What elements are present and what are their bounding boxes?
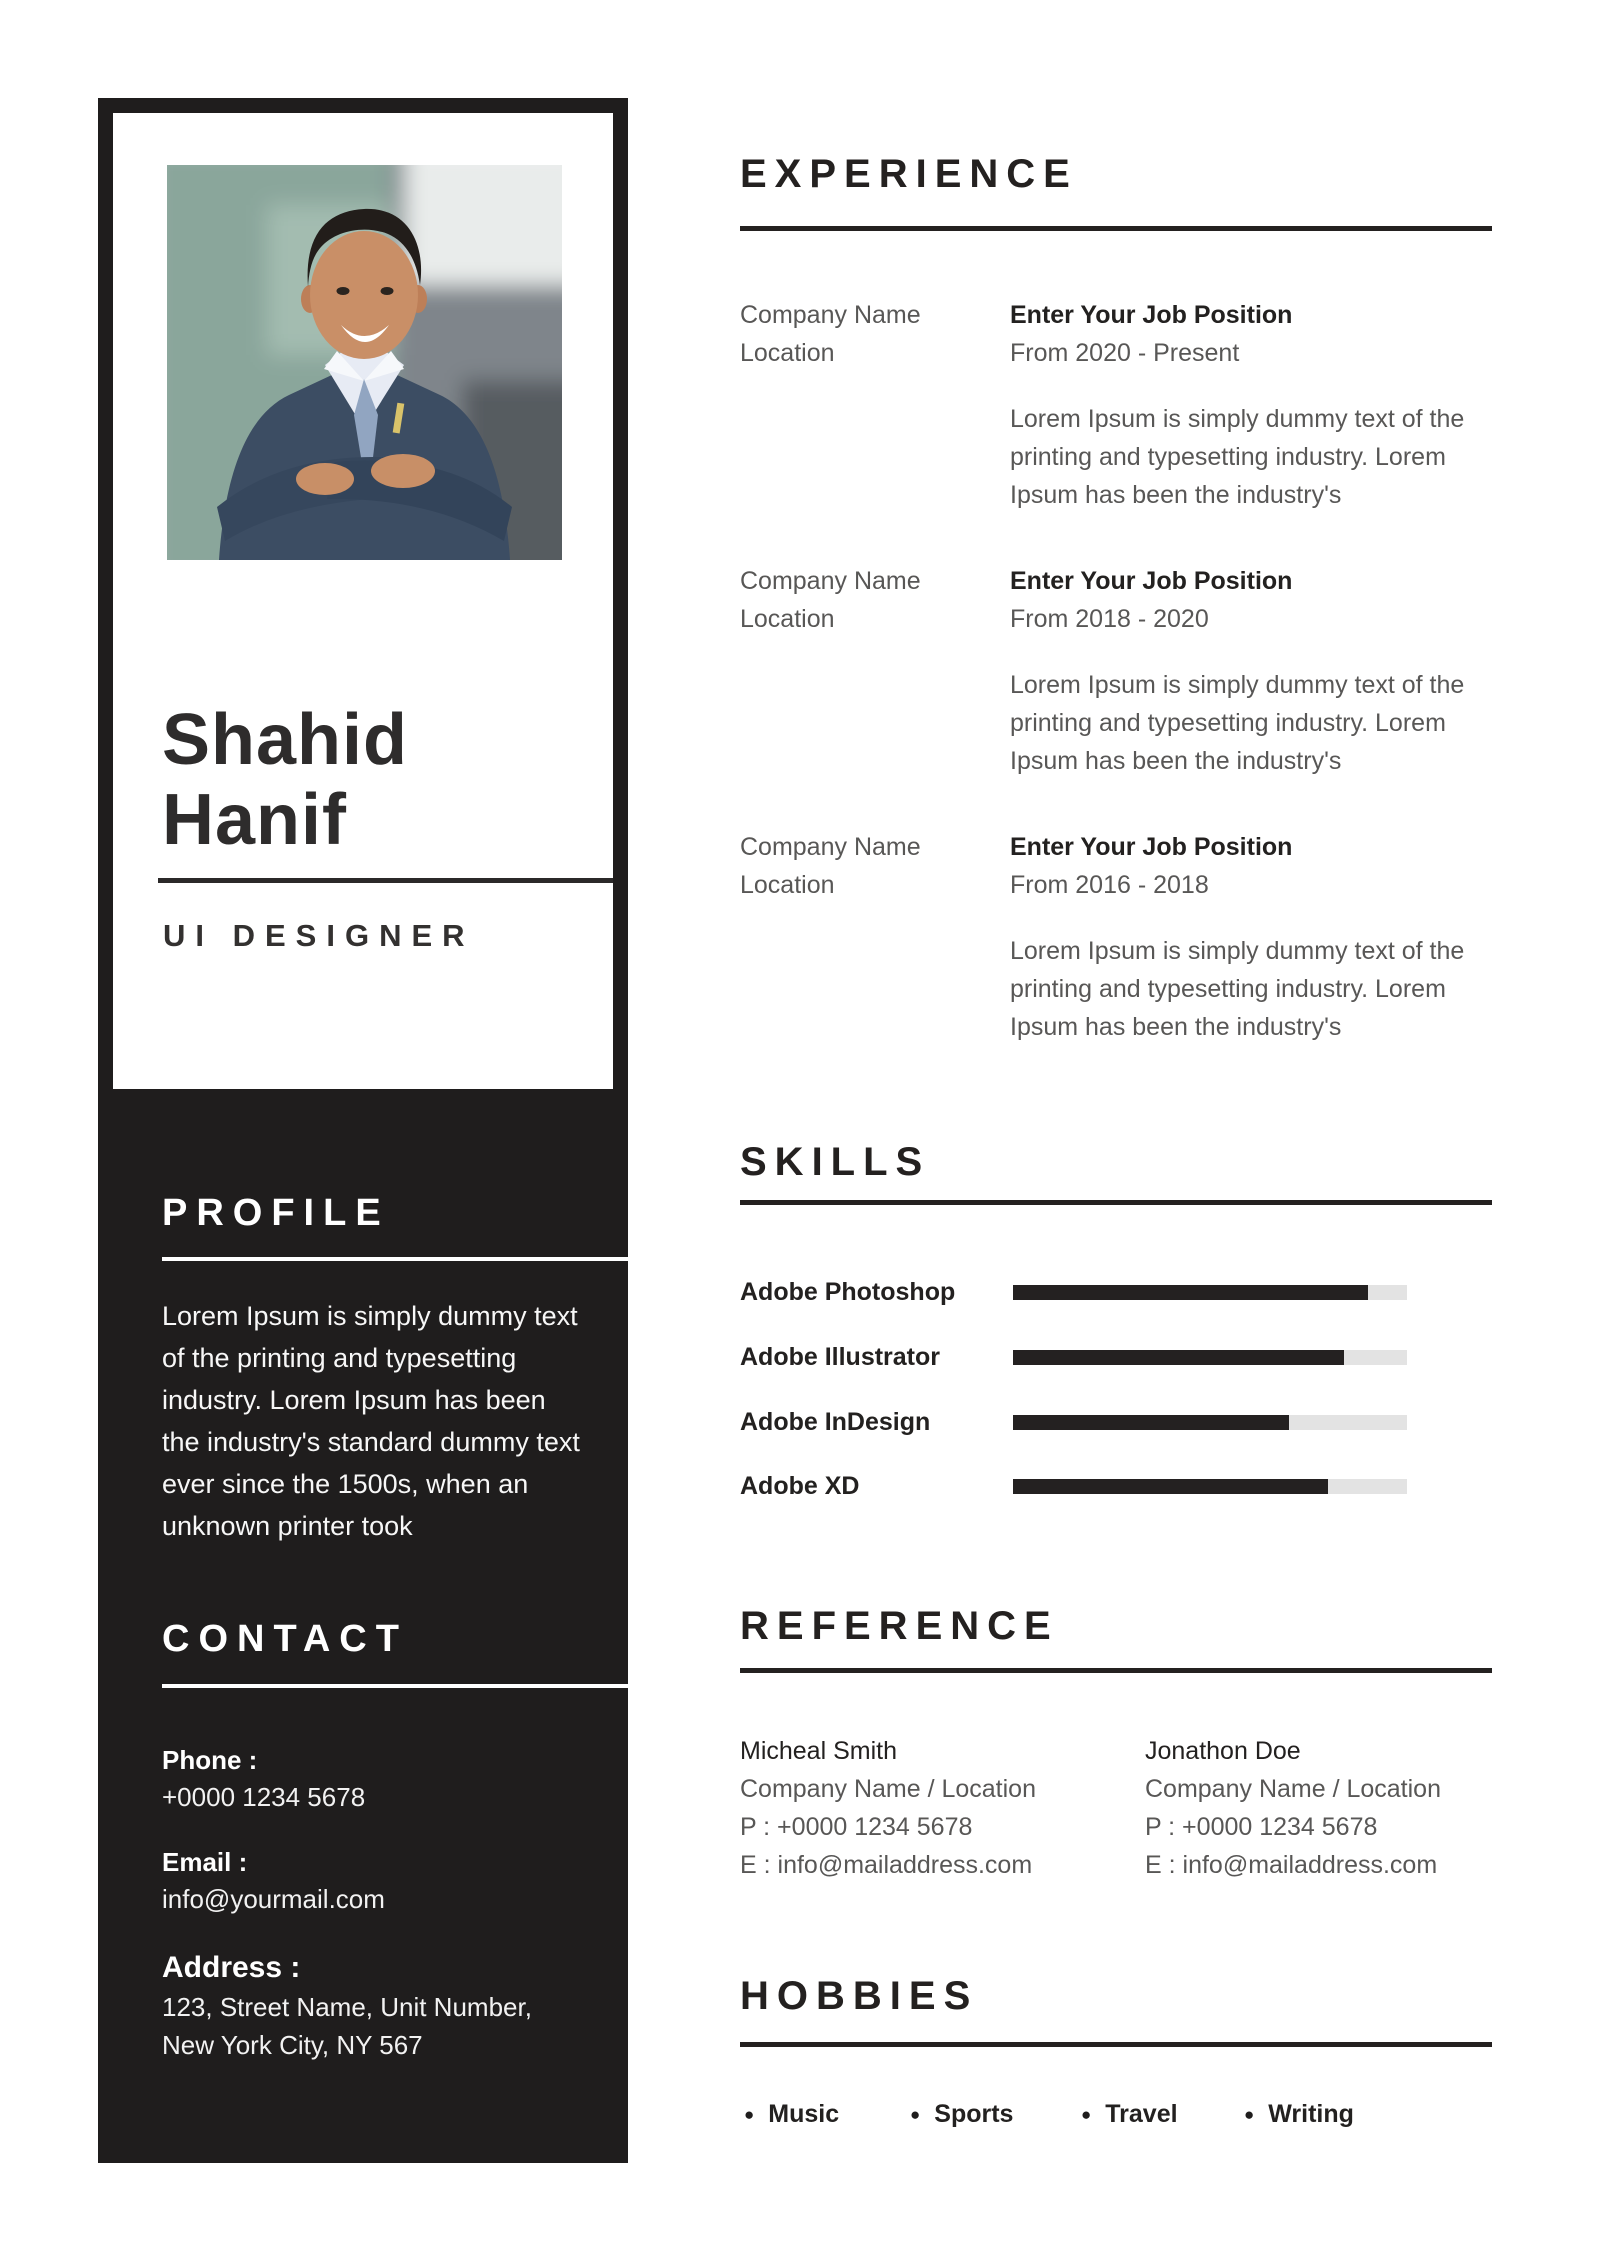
company-name: Company Name (740, 301, 921, 329)
hobby-item (1244, 2100, 1354, 2129)
experience-entry (740, 828, 1492, 1046)
email-value: info@yourmail.com (162, 1884, 385, 1914)
hobbies-rule (740, 2042, 1492, 2047)
reference-company: Company Name / Location (1145, 1775, 1441, 1803)
skill-name: Adobe Photoshop (740, 1278, 956, 1306)
reference-phone: P : +0000 1234 5678 (1145, 1813, 1378, 1841)
skills-heading: SKILLS (740, 1140, 931, 1184)
experience-rule (740, 226, 1492, 231)
address-line2: New York City, NY 567 (162, 2030, 423, 2060)
job-position: Enter Your Job Position (1010, 301, 1293, 329)
reference-person (740, 1732, 1145, 1884)
experience-entry (740, 296, 1492, 514)
skills-rule (740, 1200, 1492, 1205)
company-location: Location (740, 605, 835, 633)
bullet-icon: ● (1244, 2105, 1255, 2124)
profile-photo (167, 165, 562, 560)
skill-bar (1013, 1350, 1407, 1365)
bullet-icon: ● (910, 2105, 921, 2124)
person-name (162, 700, 602, 860)
hobby-item (1081, 2100, 1178, 2129)
skill-row (740, 1272, 1492, 1312)
skill-row (740, 1402, 1492, 1442)
profile-rule (162, 1257, 628, 1261)
skill-name: Adobe InDesign (740, 1408, 931, 1436)
reference-rule (740, 1668, 1492, 1673)
skill-fill (1013, 1479, 1328, 1494)
hobby-label: Music (768, 2100, 840, 2128)
experience-entry (740, 562, 1492, 780)
portrait-illustration (167, 165, 562, 560)
contact-phone-group (162, 1742, 365, 1816)
job-position: Enter Your Job Position (1010, 567, 1293, 595)
reference-email: E : info@mailaddress.com (740, 1851, 1033, 1879)
reference-name: Micheal Smith (740, 1737, 897, 1765)
hobbies-heading: HOBBIES (740, 1974, 979, 2018)
skill-name: Adobe Illustrator (740, 1343, 941, 1371)
profile-text: Lorem Ipsum is simply dummy text of the printing and typesetting industry. Lorem Ipsum has been the industry's standard dummy text ever since the 1500s, when an unknown printer took (162, 1301, 580, 1541)
bullet-icon: ● (1081, 2105, 1092, 2124)
skill-bar (1013, 1285, 1407, 1300)
company-location: Location (740, 871, 835, 899)
reference-name: Jonathon Doe (1145, 1737, 1301, 1765)
skill-name: Adobe XD (740, 1472, 860, 1500)
email-label: Email : (162, 1847, 248, 1877)
phone-value: +0000 1234 5678 (162, 1782, 366, 1812)
reference-phone: P : +0000 1234 5678 (740, 1813, 973, 1841)
hobby-item (744, 2100, 839, 2129)
hobby-label: Travel (1105, 2100, 1178, 2128)
skill-bar (1013, 1479, 1407, 1494)
hobby-label: Writing (1268, 2100, 1354, 2128)
job-period: From 2016 - 2018 (1010, 871, 1209, 899)
company-name: Company Name (740, 567, 921, 595)
job-description: Lorem Ipsum is simply dummy text of the printing and typesetting industry. Lorem Ipsum has been the industry's (1010, 405, 1465, 509)
experience-heading: EXPERIENCE (740, 152, 1078, 196)
contact-address-group (162, 1948, 532, 2064)
reference-company: Company Name / Location (740, 1775, 1036, 1803)
job-title: UI DESIGNER (163, 918, 475, 953)
job-period: From 2020 - Present (1010, 339, 1240, 367)
phone-label: Phone : (162, 1745, 258, 1775)
reference-heading: REFERENCE (740, 1604, 1059, 1648)
profile-heading: PROFILE (162, 1192, 390, 1234)
contact-rule (162, 1684, 628, 1688)
skill-fill (1013, 1415, 1289, 1430)
contact-email-group (162, 1844, 385, 1918)
address-label: Address : (162, 1951, 301, 1984)
company-name: Company Name (740, 833, 921, 861)
skill-fill (1013, 1350, 1344, 1365)
hobby-label: Sports (934, 2100, 1014, 2128)
job-description: Lorem Ipsum is simply dummy text of the printing and typesetting industry. Lorem Ipsum has been the industry's (1010, 671, 1465, 775)
name-line1: Shahid (162, 700, 409, 780)
job-description: Lorem Ipsum is simply dummy text of the printing and typesetting industry. Lorem Ipsum has been the industry's (1010, 937, 1465, 1041)
name-line2: Hanif (162, 780, 347, 860)
name-divider (158, 878, 613, 883)
job-period: From 2018 - 2020 (1010, 605, 1209, 633)
reference-person (1145, 1732, 1550, 1884)
skill-row (740, 1337, 1492, 1377)
skill-row (740, 1466, 1492, 1506)
contact-heading: CONTACT (162, 1618, 408, 1660)
skill-fill (1013, 1285, 1368, 1300)
bullet-icon: ● (744, 2105, 755, 2124)
company-location: Location (740, 339, 835, 367)
skill-bar (1013, 1415, 1407, 1430)
reference-email: E : info@mailaddress.com (1145, 1851, 1438, 1879)
hobby-item (910, 2100, 1013, 2129)
job-position: Enter Your Job Position (1010, 833, 1293, 861)
address-line1: 123, Street Name, Unit Number, (162, 1992, 532, 2022)
